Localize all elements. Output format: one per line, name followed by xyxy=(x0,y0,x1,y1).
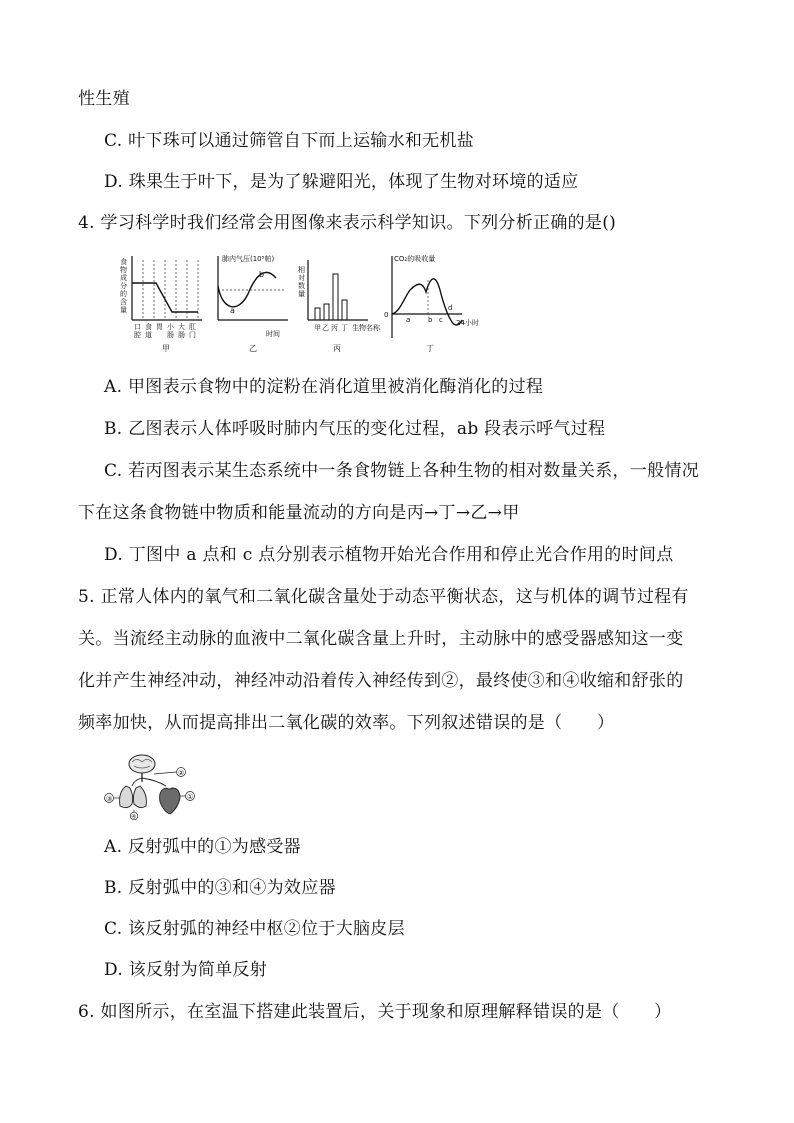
ding-point-b: b xyxy=(428,316,433,324)
jia-xtick-4-bottom: 肠 xyxy=(178,331,185,339)
bing-ylabel-1: 对 xyxy=(298,274,305,282)
yi-curve xyxy=(218,272,276,306)
q6-stem: 6. 如图所示，在室温下搭建此装置后，关于现象和原理解释错误的是（ ） xyxy=(78,1002,672,1022)
ding-point-d: d xyxy=(448,304,453,312)
bing-ylabel-2: 数 xyxy=(298,282,305,290)
q5-stem-line3: 化并产生神经冲动，神经冲动沿着传入神经传到②，最终使③和④收缩和舒张的 xyxy=(78,671,684,691)
q4-stem: 4. 学习科学时我们经常会用图像来表示科学知识。下列分析正确的是() xyxy=(78,213,617,233)
ding-caption: 丁 xyxy=(426,344,434,353)
q5-stem-line2: 关。当流经主动脉的血液中二氧化碳含量上升时，主动脉中的感受器感知这一变 xyxy=(78,629,684,649)
jia-xtick-0-bottom: 腔 xyxy=(134,331,141,339)
jia-xtick-3-top: 小 xyxy=(167,323,174,331)
bing-ylabel-3: 量 xyxy=(298,290,305,298)
jia-xtick-0-top: 口 xyxy=(134,323,141,331)
jia-xtick-1-bottom: 道 xyxy=(145,331,152,339)
jia-caption: 甲 xyxy=(162,344,170,353)
bing-xlabel: 生物名称 xyxy=(352,324,380,332)
graph-yi xyxy=(218,254,288,353)
jia-xtick-3-bottom: 肠 xyxy=(167,331,174,339)
nerve-left xyxy=(132,778,142,786)
q5-label-3: ③ xyxy=(106,795,113,803)
q5-stem-line1: 5. 正常人体内的氧气和二氧化碳含量处于动态平衡状态，这与机体的调节过程有 xyxy=(78,587,689,607)
jia-ylabel-6: 量 xyxy=(120,306,127,314)
jia-ylabel-4: 的 xyxy=(120,290,127,298)
nerve-right xyxy=(142,778,166,786)
ding-point-c: c xyxy=(439,316,443,324)
q3-stem-tail: 性生殖 xyxy=(78,89,130,109)
bing-cat-ding: 丁 xyxy=(341,324,348,332)
ding-xlabel: 24小时 xyxy=(456,319,479,327)
jia-ylabel-3: 分 xyxy=(120,282,127,290)
ding-origin: 0 xyxy=(384,311,389,319)
graph-jia xyxy=(120,256,202,353)
q5-label-4: ④ xyxy=(131,813,137,820)
q4-option-d: D. 丁图中 a 点和 c 点分别表示植物开始光合作用和停止光合作用的时间点 xyxy=(104,545,674,565)
q3-option-c: C. 叶下珠可以通过筛管自下而上运输水和无机盐 xyxy=(104,131,475,151)
bing-caption: 丙 xyxy=(333,344,341,353)
jia-ylabel-2: 成 xyxy=(120,274,127,282)
bing-cat-jia: 甲 xyxy=(314,324,321,332)
yi-point-b: b xyxy=(259,270,265,279)
jia-ylabel-5: 含 xyxy=(120,298,127,306)
q4-figure xyxy=(110,250,490,362)
q4-option-b: B. 乙图表示人体呼吸时肺内气压的变化过程，ab 段表示呼气过程 xyxy=(104,419,606,439)
jia-xtick-5-bottom: 门 xyxy=(189,331,196,339)
left-lung-icon xyxy=(120,786,133,808)
graph-bing xyxy=(298,260,381,353)
q5-label-1: ① xyxy=(187,793,194,801)
jia-xtick-2-top: 胃 xyxy=(156,323,163,331)
bing-cat-yi: 乙 xyxy=(322,324,329,332)
bing-cat-bing: 丙 xyxy=(331,324,338,332)
ding-point-a: a xyxy=(406,316,411,324)
heart-icon xyxy=(160,788,180,814)
q5-option-a: A. 反射弧中的①为感受器 xyxy=(104,837,301,857)
ding-curve xyxy=(392,279,462,325)
q5-option-b: B. 反射弧中的③和④为效应器 xyxy=(104,878,336,898)
jia-xtick-1-top: 食 xyxy=(145,323,152,331)
q5-label-2: ② xyxy=(178,769,185,777)
q5-option-c: C. 该反射弧的神经中枢②位于大脑皮层 xyxy=(104,919,405,939)
jia-xtick-4-top: 大 xyxy=(178,323,185,331)
q5-figure-reflex-arc xyxy=(104,752,198,820)
bing-bar-bing xyxy=(333,274,338,320)
jia-gridlines xyxy=(143,260,198,320)
q3-option-d: D. 珠果生于叶下，是为了躲避阳光，体现了生物对环境的适应 xyxy=(104,172,579,192)
q4-option-c-line1: C. 若丙图表示某生态系统中一条食物链上各种生物的相对数量关系，一般情况 xyxy=(104,461,700,481)
q5-figure xyxy=(104,752,198,820)
bing-ylabel-0: 相 xyxy=(298,266,305,274)
right-lung-icon xyxy=(133,786,146,808)
q5-option-d: D. 该反射为简单反射 xyxy=(104,960,268,980)
q4-figure-graphs xyxy=(110,250,490,362)
jia-xtick-5-top: 肛 xyxy=(189,323,196,331)
bing-bar-jia xyxy=(315,308,320,320)
yi-caption: 乙 xyxy=(249,344,257,353)
bing-bar-yi xyxy=(324,304,329,320)
q5-stem-line4: 频率加快，从而提高排出二氧化碳的效率。下列叙述错误的是（ ） xyxy=(78,713,615,733)
graph-ding xyxy=(384,254,479,353)
q4-option-a: A. 甲图表示食物中的淀粉在消化道里被消化酶消化的过程 xyxy=(104,377,544,397)
yi-xlabel: 时间 xyxy=(266,330,280,338)
jia-ylabel-1: 物 xyxy=(120,266,127,274)
brain-icon xyxy=(129,755,155,773)
yi-ylabel: 肺内气压(10⁵帕) xyxy=(222,255,275,263)
yi-point-a: a xyxy=(230,306,235,315)
bing-bar-ding xyxy=(342,300,347,320)
ding-ylabel: CO₂的吸收量 xyxy=(394,255,436,263)
q4-option-c-line2: 下在这条食物链中物质和能量流动的方向是丙→丁→乙→甲 xyxy=(78,503,520,523)
jia-ylabel-0: 食 xyxy=(120,258,127,266)
